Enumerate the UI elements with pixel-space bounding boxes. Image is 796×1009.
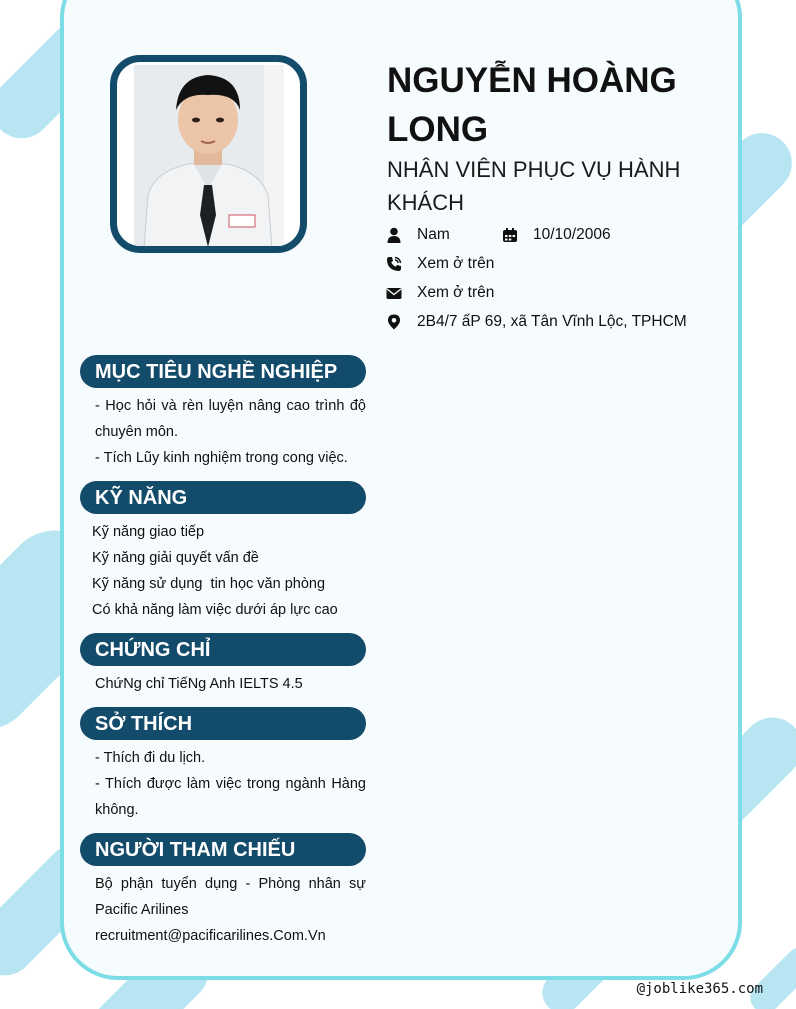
references-heading: NGƯỜI THAM CHIẾU	[80, 833, 366, 866]
user-icon	[386, 227, 402, 243]
address-value: 2B4/7 ấP 69, xã Tân Vĩnh Lộc, TPHCM	[417, 313, 687, 330]
skill-item: Có khả năng làm việc dưới áp lực cao	[92, 602, 338, 618]
address-row	[386, 313, 687, 331]
map-pin-icon	[386, 314, 402, 330]
skills-heading: KỸ NĂNG	[80, 481, 366, 514]
objective-line: - Tích Lũy kinh nghiệm trong cong việc.	[95, 450, 348, 466]
objective-heading: MỤC TIÊU NGHỀ NGHIỆP	[80, 355, 366, 388]
envelope-icon	[386, 285, 402, 301]
watermark: @joblike365.com	[636, 981, 763, 997]
reference-line: Bộ phận tuyển dụng - Phòng nhân sự Pacific Arilines	[95, 876, 366, 918]
birthdate-row	[502, 226, 611, 244]
certificate-item: ChứNg chỉ TiếNg Anh IELTS 4.5	[95, 676, 303, 692]
phone-value: Xem ở trên	[417, 255, 495, 272]
email-value: Xem ở trên	[417, 284, 495, 301]
skill-item: Kỹ năng giải quyết vấn đề	[92, 550, 259, 566]
objective-line: - Học hỏi và rèn luyện nâng cao trình độ chuyên môn.	[95, 398, 366, 440]
job-title: NHÂN VIÊN PHỤC VỤ HÀNH KHÁCH	[387, 157, 681, 215]
hobby-line: - Thích được làm việc trong ngành Hàng không.	[95, 776, 366, 818]
birthdate-value: 10/10/2006	[533, 226, 611, 243]
person-portrait-image	[134, 65, 284, 249]
reference-email: recruitment@pacificarilines.Com.Vn	[95, 928, 326, 944]
email-row	[386, 284, 494, 302]
phone-row	[386, 255, 494, 273]
gender-row	[386, 226, 450, 244]
decor-stripe	[744, 941, 796, 1009]
skill-item: Kỹ năng sử dụng tin học văn phòng	[92, 576, 326, 592]
phone-icon	[386, 256, 402, 272]
calendar-icon	[502, 227, 518, 243]
gender-value: Nam	[417, 226, 450, 243]
hobby-line: - Thích đi du lịch.	[95, 750, 206, 766]
certificates-heading: CHỨNG CHỈ	[80, 633, 366, 666]
skill-item: Kỹ năng giao tiếp	[92, 524, 205, 540]
hobbies-heading: SỞ THÍCH	[80, 707, 366, 740]
candidate-name: NGUYỄN HOÀNG LONG	[387, 61, 677, 149]
profile-photo	[110, 55, 307, 253]
